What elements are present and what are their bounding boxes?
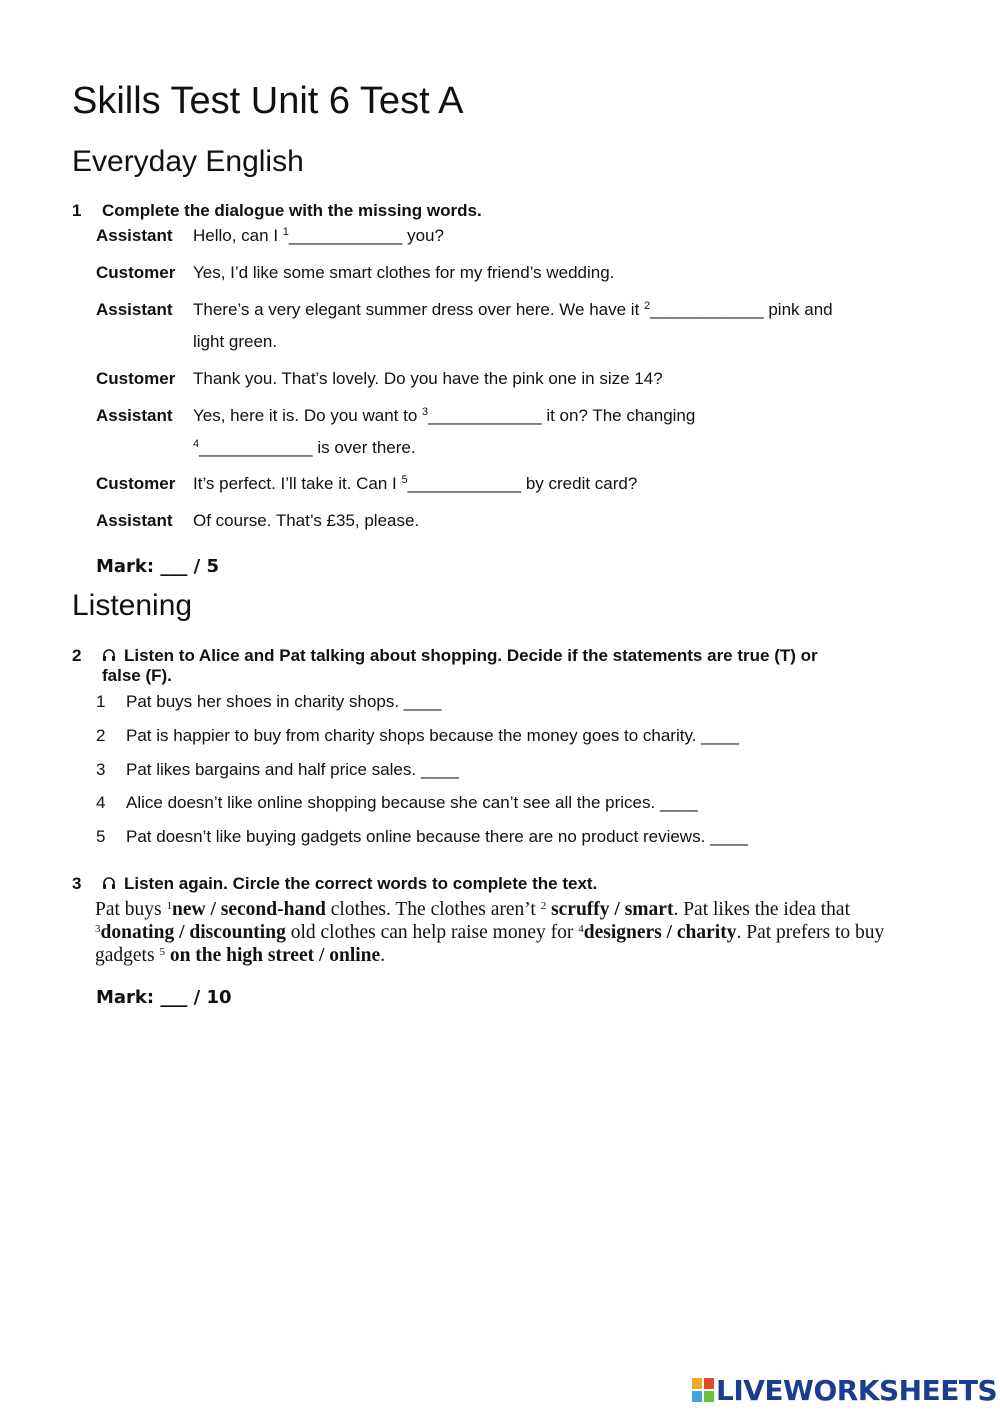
section-heading-listening: Listening [72, 589, 193, 622]
word-choice[interactable]: scruffy / smart [551, 899, 674, 920]
dialogue-text: Yes, I’d like some smart clothes for my friend’s wedding. [193, 263, 615, 282]
word-choice[interactable]: on the high street / online [169, 945, 381, 966]
statement-item [96, 726, 739, 746]
question-1-heading [72, 201, 482, 221]
statement-item [96, 793, 698, 813]
speaker-label: Customer [96, 369, 176, 388]
question-number: 3 [72, 874, 82, 893]
gap-number: 2 [644, 300, 651, 312]
item-number: 3 [96, 760, 106, 779]
item-text: Pat likes bargains and half price sales. ____ [126, 760, 459, 779]
question-instruction: Complete the dialogue with the missing words. [102, 201, 482, 220]
speaker-label: Assistant [96, 300, 173, 319]
dialogue-text: by credit card? [521, 474, 638, 493]
headphones-icon [102, 648, 116, 662]
gap-number: 2 [540, 900, 547, 912]
word-choice[interactable]: donating / discounting [100, 922, 286, 943]
item-text: Pat buys her shoes in charity shops. ____ [126, 692, 442, 711]
gap-number: 3 [95, 923, 101, 935]
gap-number: 5 [401, 474, 408, 486]
question-instruction-continued: false (F). [102, 666, 172, 685]
dialogue-text: it on? The changing [541, 406, 696, 425]
logo-mark-icon [692, 1378, 714, 1402]
answer-blank[interactable]: ____________ [288, 226, 403, 245]
dialogue-text: Hello, can I [193, 226, 283, 245]
dialogue-text: There’s a very elegant summer dress over here. We have it [193, 300, 645, 319]
text-fragment: . Pat prefers to buy gadgets [95, 922, 885, 966]
text-fragment: . Pat likes the idea that [673, 899, 850, 920]
statement-item [96, 760, 459, 780]
dialogue-text: Thank you. That’s lovely. Do you have the pink one in size 14? [193, 369, 663, 388]
liveworksheets-logo [692, 1372, 997, 1408]
section-heading-everyday-english: Everyday English [72, 145, 304, 178]
dialogue-text: Of course. That’s £35, please. [193, 511, 420, 530]
item-number: 2 [96, 726, 106, 745]
speaker-label: Customer [96, 263, 176, 282]
answer-blank[interactable]: ____________ [650, 300, 764, 319]
speaker-label: Assistant [96, 226, 173, 245]
question-instruction: Listen to Alice and Pat talking about shopping. Decide if the statements are true (T) or [124, 646, 818, 665]
question-number: 1 [72, 201, 82, 220]
gap-number: 1 [282, 226, 289, 238]
gap-number: 3 [422, 406, 429, 418]
gap-number: 1 [166, 900, 173, 912]
headphones-icon [102, 876, 116, 890]
gap-number: 4 [193, 438, 200, 450]
speaker-label: Assistant [96, 511, 173, 530]
answer-blank[interactable]: ____________ [199, 438, 313, 457]
statement-item [96, 827, 748, 847]
answer-blank[interactable]: ____________ [428, 406, 542, 425]
word-choice[interactable]: new / second-hand [172, 899, 326, 920]
question-number: 2 [72, 646, 82, 665]
mark-score-section-2[interactable]: Mark: ___ / 10 [96, 987, 232, 1008]
statement-item [96, 692, 442, 712]
item-number: 1 [96, 692, 106, 711]
dialogue-text: pink and [763, 300, 833, 319]
question-3-heading [72, 874, 597, 894]
speaker-label: Assistant [96, 406, 173, 425]
text-fragment: . [380, 945, 386, 966]
item-text: Pat is happier to buy from charity shops because the money goes to charity. ____ [126, 726, 739, 745]
dialogue-text: is over there. [312, 438, 416, 457]
speaker-label: Customer [96, 474, 176, 493]
page-title: Skills Test Unit 6 Test A [72, 80, 464, 122]
answer-blank[interactable]: ____________ [407, 474, 522, 493]
dialogue-text: Yes, here it is. Do you want to [193, 406, 422, 425]
gap-number: 4 [578, 923, 584, 935]
text-fragment: clothes. The clothes aren’t [325, 899, 541, 920]
item-number: 5 [96, 827, 106, 846]
question-2-heading [72, 646, 902, 686]
text-fragment: Pat buys [95, 899, 167, 920]
dialogue-text: you? [402, 226, 444, 245]
dialogue-text: light green. [193, 332, 278, 351]
logo-text: LIVEWORKSHEETS [716, 1373, 998, 1407]
word-choice[interactable]: designers / charity [583, 922, 737, 943]
gap-number: 5 [159, 946, 165, 958]
item-text: Alice doesn’t like online shopping because she can’t see all the prices. ____ [126, 793, 698, 812]
circle-words-text [95, 898, 925, 967]
mark-score-section-1[interactable]: Mark: ___ / 5 [96, 556, 220, 577]
text-fragment: old clothes can help raise money for [285, 922, 579, 943]
dialogue-text: It’s perfect. I’ll take it. Can I [193, 474, 402, 493]
item-number: 4 [96, 793, 106, 812]
item-text: Pat doesn’t like buying gadgets online because there are no product reviews. ____ [126, 827, 748, 846]
question-instruction: Listen again. Circle the correct words to complete the text. [124, 874, 598, 893]
